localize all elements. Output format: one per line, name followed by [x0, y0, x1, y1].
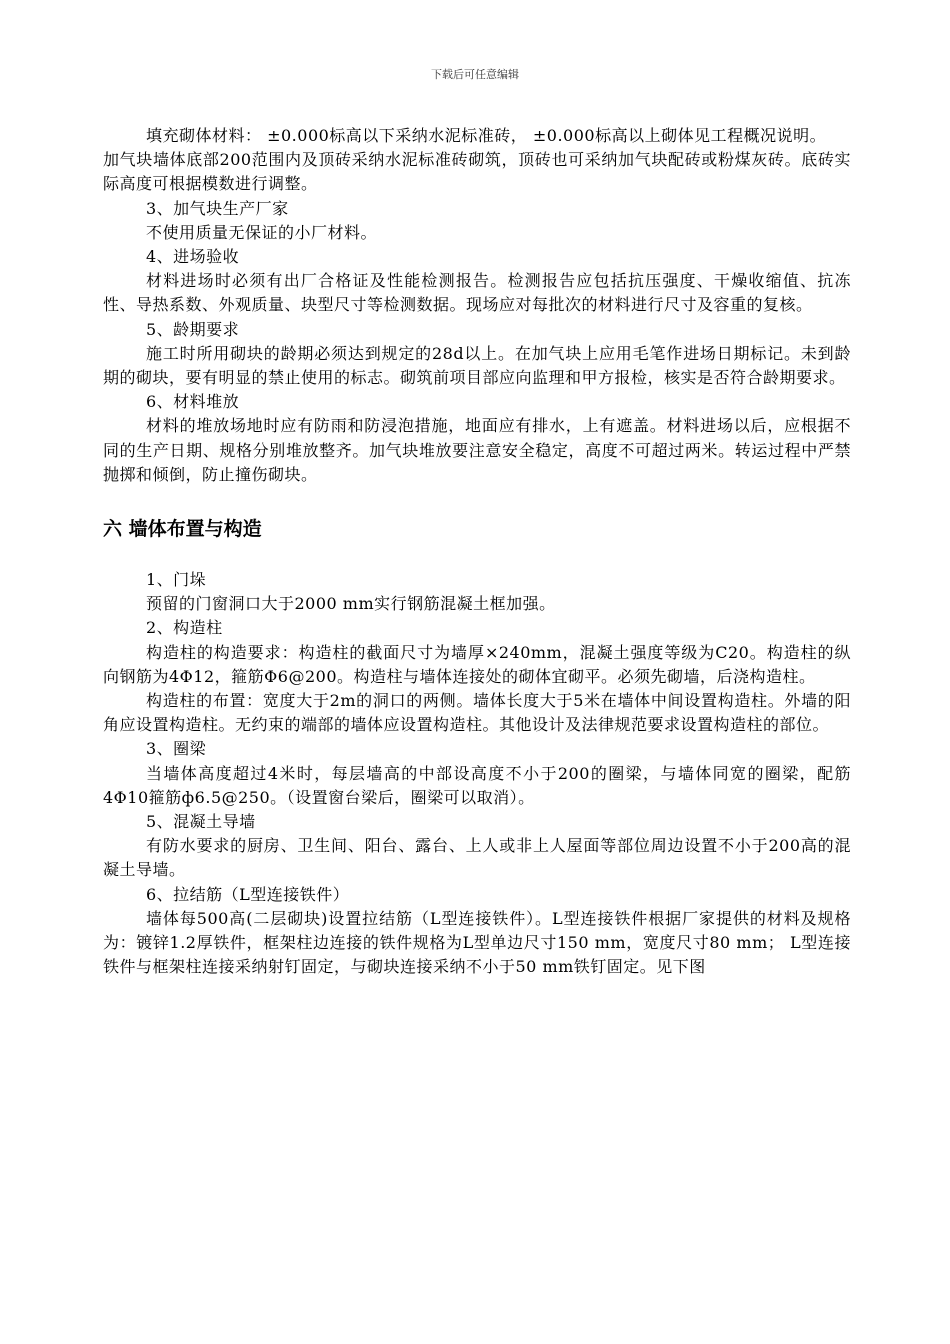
subheading-ring-beam: 3、圈梁 — [146, 739, 207, 759]
subheading-structural-column: 2、构造柱 — [146, 618, 223, 638]
subheading-inspection: 4、进场验收 — [146, 247, 240, 267]
subheading-guide-wall: 5、混凝土导墙 — [146, 812, 256, 832]
section-title: 六 墙体布置与构造 — [103, 518, 262, 541]
paragraph-ring-beam: 当墙体高度超过4米时，每层墙高的中部设高度不小于200的圈梁，与墙体同宽的圈梁，配筋4Φ10箍筋ф6.5@250。（设置窗台梁后，圈梁可以取消）。 — [103, 763, 851, 807]
paragraph-door-pier: 预留的门窗洞口大于2000 mm实行钢筋混凝土框加强。 — [146, 594, 556, 614]
paragraph-column-requirements: 构造柱的构造要求：构造柱的截面尺寸为墙厚×240mm，混凝土强度等级为C20。构造柱的纵向钢筋为4Φ12，箍筋Φ6@200。构造柱与墙体连接处的砌体宜砌平。必须先砌墙，后浇构造柱。 — [103, 642, 851, 686]
subheading-manufacturer: 3、加气块生产厂家 — [146, 198, 289, 218]
paragraph-fill-material: 填充砌体材料： ±0.000标高以下采纳水泥标准砖， ±0.000标高以上砌体见工程概况说明。 — [146, 126, 827, 145]
subheading-tie-bar: 6、拉结筋（L型连接铁件） — [146, 884, 350, 904]
paragraph-age: 施工时所用砌块的龄期必须达到规定的28d以上。在加气块上应用毛笔作进场日期标记。未到龄期的砌块，要有明显的禁止使用的标志。砌筑前项目部应向监理和甲方报检，核实是否符合龄期要求。 — [103, 343, 851, 388]
paragraph-inspection: 材料进场时必须有出厂合格证及性能检测报告。检测报告应包括抗压强度、干燥收缩值、抗冻性、导热系数、外观质量、块型尺寸等检测数据。现场应对每批次的材料进行尺寸及容重的复核。 — [103, 271, 851, 315]
subheading-storage: 6、材料堆放 — [146, 392, 240, 412]
subheading-door-pier: 1、门垛 — [146, 570, 207, 590]
paragraph-guide-wall: 有防水要求的厨房、卫生间、阳台、露台、上人或非上人屋面等部位周边设置不小于200高的混凝土导墙。 — [103, 836, 851, 880]
subheading-age: 5、龄期要求 — [146, 319, 240, 339]
paragraph-tie-bar: 墙体每500高(二层砌块)设置拉结筋（L型连接铁件）。L型连接铁件根据厂家提供的材料及规格为：镀锌1.2厚铁件，框架柱边连接的铁件规格为L型单边尺寸150 mm，宽度尺寸80 mm； L型连接铁件与框架柱连接采纳射钉固定，与砌块连接采纳不小于50 mm铁钉固定。见下图 — [103, 908, 851, 977]
paragraph-column-layout: 构造柱的布置：宽度大于2m的洞口的两侧。墙体长度大于5米在墙体中间设置构造柱。外墙的阳角应设置构造柱。无约束的端部的墙体应设置构造柱。其他设计及法律规范要求设置构造柱的部位。 — [103, 691, 851, 735]
paragraph-manufacturer: 不使用质量无保证的小厂材料。 — [146, 222, 378, 242]
paragraph-aerated-block-base: 加气块墙体底部200范围内及顶砖采纳水泥标准砖砌筑，顶砖也可采纳加气块配砖或粉煤灰砖。底砖实际高度可根据模数进行调整。 — [103, 150, 851, 194]
page-header: 下载后可任意编辑 — [431, 68, 519, 81]
paragraph-storage: 材料的堆放场地时应有防雨和防浸泡措施，地面应有排水，上有遮盖。材料进场以后，应根据不同的生产日期、规格分别堆放整齐。加气块堆放要注意安全稳定，高度不可超过两米。转运过程中严禁抛掷和倾倒，防止撞伤砌块。 — [103, 416, 851, 484]
document-body — [103, 124, 851, 980]
